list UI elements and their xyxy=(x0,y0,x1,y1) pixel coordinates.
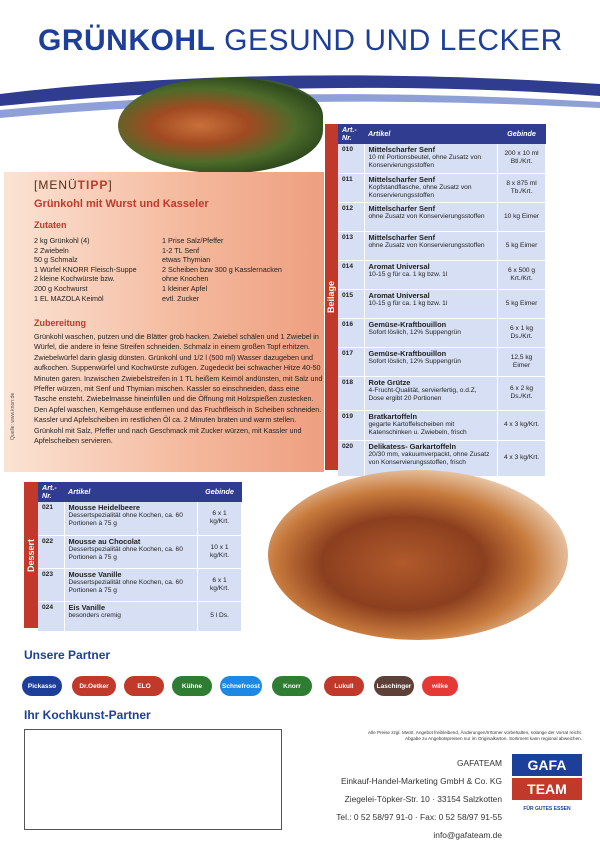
product-name: Aromat Universal xyxy=(368,261,430,271)
product-name: Gemüse-Kraftbouillon xyxy=(368,319,447,329)
product-name: Mousse Heidelbeere xyxy=(68,503,140,512)
title-bold: GRÜNKOHL xyxy=(38,24,216,57)
gebinde: 6 x 500 g Krt./Krt. xyxy=(498,260,546,289)
beilage-table xyxy=(338,124,546,477)
tag-prefix: [MENÜ xyxy=(34,178,78,192)
dessert-label: Dessert xyxy=(24,482,38,628)
tag-bold: TIPP xyxy=(77,178,109,192)
product-desc: Kopfstandflasche, ohne Zusatz von Konservierungsstoffen xyxy=(368,183,472,199)
product-name: Delikatess- Garkartoffeln xyxy=(368,441,456,451)
title-rest: GESUND UND LECKER xyxy=(224,24,563,57)
partner-logo: ELO xyxy=(124,676,164,696)
art-nr: 023 xyxy=(38,568,64,601)
logo-top: GAFA xyxy=(512,754,582,776)
artikel-cell xyxy=(364,318,498,347)
ingredient: 2 Scheiben bzw 300 g Kasslernacken xyxy=(162,264,282,274)
company-phone: Tel.: 0 52 58/97 91-0 · Fax: 0 52 58/97 91-55 xyxy=(336,812,502,822)
table-row xyxy=(338,260,546,289)
product-desc: Dessertspezialität ohne Kochen, ca. 60 Portionen à 75 g xyxy=(68,545,183,561)
partner-logo: Kühne xyxy=(172,676,212,696)
artikel-cell xyxy=(364,376,498,410)
artikel-cell xyxy=(64,601,198,631)
table-row xyxy=(338,410,546,440)
gebinde: 6 x 1 kg/Krt. xyxy=(198,502,242,535)
artikel-cell xyxy=(364,347,498,376)
product-name: Gemüse-Kraftbouillon xyxy=(368,348,447,358)
artikel-cell xyxy=(364,260,498,289)
product-name: Mousse au Chocolat xyxy=(68,536,141,546)
product-name: Eis Vanille xyxy=(68,602,106,612)
page-title xyxy=(38,24,563,58)
ingredient: evtl. Zucker xyxy=(162,293,200,303)
dessert-table xyxy=(38,482,242,632)
art-nr: 024 xyxy=(38,601,64,631)
artikel-cell xyxy=(64,568,198,601)
col-header: Gebinde xyxy=(198,482,242,502)
product-desc: 10 ml Portionsbeutel, ohne Zusatz von Konservierungsstoffen xyxy=(368,154,482,169)
dessert-photo xyxy=(268,470,568,640)
ingredient: 200 g Kochwurst xyxy=(34,283,88,293)
gebinde: 5 kg Eimer xyxy=(498,231,546,260)
product-desc: besonders cremig xyxy=(68,611,121,619)
product-name: Mousse Vanille xyxy=(68,569,122,579)
tag-suffix: ] xyxy=(108,178,113,192)
source-note: Quelle: www.knorr.de xyxy=(10,392,16,440)
company-address xyxy=(306,754,502,844)
art-nr: 013 xyxy=(338,231,364,260)
col-header: Gebinde xyxy=(498,124,546,144)
art-nr: 022 xyxy=(38,535,64,568)
gebinde: 6 x 2 kg Ds./Krt. xyxy=(498,376,546,410)
product-name: Mittelscharfer Senf xyxy=(368,174,436,184)
art-nr: 018 xyxy=(338,376,364,410)
ingredients-left xyxy=(34,236,137,303)
ingredient: ohne Knochen xyxy=(162,274,209,284)
table-row xyxy=(338,231,546,260)
gafateam-slogan: FÜR GUTES ESSEN xyxy=(523,806,571,812)
product-name: Mittelscharfer Senf xyxy=(368,232,436,242)
product-name: Mittelscharfer Senf xyxy=(368,203,436,213)
gebinde: 8 x 875 ml Tb./Krt. xyxy=(498,173,546,202)
table-row xyxy=(338,144,546,173)
table-header-row xyxy=(338,124,546,144)
gebinde: 4 x 3 kg/Krt. xyxy=(498,440,546,476)
zubereitung-text: Grünkohl waschen, putzen und die Blätter grob hacken. Zwiebel schälen und 1 Zwiebel in Würfel, die andere in feine Streifen schneiden. Schmalz in einem großen Topf erhitzen. Zwiebelwürfel darin glasig dünsten. Grünkohl und 1/2 l (500 ml) Wasser dazugeben und aufkochen. Suppenwürfel und Kochwürste zufügen. Zugedeckt bei schwacher Hitze 40-50 Minuten garen. Inzwischen Zwiebelstreifen in 1 TL heißem Keimöl andünsten, mit Salz und Pfeffer würzen, mit Senf und Thymian mischen. Kassler so einschneiden, dass eine Tasche ensteht. Zwiebelmasse hineinfüllen und die Öffnung mit Holzspießen zustecken. Den Apfel waschen, Kerngehäuse entfernen und das Fruchtfleisch in Scheiben schneiden. Kassler und Apfelscheiben im restlichen Öl ca. 2 Minuten braten und warm stellen. Grünkohl mit Salz, Pfeffer und nach Geschmack mit Zucker würzen, mit Kassler und Apfelscheiben servieren. xyxy=(34,332,323,446)
gruenkohl-photo xyxy=(118,78,323,173)
ingredient: 1 Prise Salz/Pfeffer xyxy=(162,236,224,245)
ingredient: 2 Zwiebeln xyxy=(34,245,69,255)
art-nr: 020 xyxy=(338,440,364,476)
beilage-label: Beilage xyxy=(325,124,338,470)
gebinde: 12,5 kg Eimer xyxy=(498,347,546,376)
partners-heading: Unsere Partner xyxy=(24,648,111,662)
artikel-cell xyxy=(364,410,498,440)
zubereitung-heading: Zubereitung xyxy=(34,318,86,328)
product-desc: Dessertspezialität ohne Kochen, ca. 60 Portionen à 75 g xyxy=(68,512,183,527)
gebinde: 4 x 3 kg/Krt. xyxy=(498,410,546,440)
product-desc: 20/30 mm, vakuumverpackt, ohne Zusatz von Konservierungsstoffen, frisch xyxy=(368,450,490,466)
gebinde: 10 kg Eimer xyxy=(498,202,546,231)
ingredient: 1-2 TL Senf xyxy=(162,245,200,255)
product-desc: Dessertspezialität ohne Kochen, ca. 60 Portionen à 75 g xyxy=(68,578,183,594)
art-nr: 012 xyxy=(338,202,364,231)
partner-logo: Pickasso xyxy=(22,676,62,696)
table-row xyxy=(38,502,242,535)
col-header: Art.-Nr. xyxy=(338,124,364,144)
kochkunst-heading: Ihr Kochkunst-Partner xyxy=(24,708,151,722)
partner-logo: Laschinger xyxy=(374,676,414,696)
ingredient: 1 EL MAZOLA Keimöl xyxy=(34,293,104,303)
product-desc: 10-15 g für ca. 1 kg bzw. 1l xyxy=(368,270,448,278)
gebinde: 6 x 1 kg/Krt. xyxy=(198,568,242,601)
art-nr: 019 xyxy=(338,410,364,440)
company-name: GAFATEAM xyxy=(457,758,502,768)
gebinde: 6 x 1 kg Ds./Krt. xyxy=(498,318,546,347)
artikel-cell xyxy=(64,502,198,535)
table-row xyxy=(338,289,546,318)
ingredient: etwas Thymian xyxy=(162,255,211,265)
legal-note: Alle Preise zzgl. MwSt. Angebot freibleibend, Änderungen/Irrtümer vorbehalten, solange der Vorrat reicht. Abgabe zu Angebotspreisen nur im Originalkarton. Sortiment kann regional abweichen. xyxy=(368,730,582,741)
table-header-row xyxy=(38,482,242,502)
product-desc: Sofort löslich, 12% Suppengrün xyxy=(368,357,461,365)
col-header: Artikel xyxy=(64,482,198,502)
artikel-cell xyxy=(364,289,498,318)
art-nr: 017 xyxy=(338,347,364,376)
art-nr: 021 xyxy=(38,502,64,535)
partner-logo: Knorr xyxy=(272,676,312,696)
artikel-cell xyxy=(364,144,498,173)
menu-tip-tag xyxy=(34,178,113,192)
product-name: Aromat Universal xyxy=(368,290,430,300)
company-full-name: Einkauf-Handel-Marketing GmbH & Co. KG xyxy=(340,776,502,786)
table-row xyxy=(38,535,242,568)
product-name: Rote Grütze xyxy=(368,377,411,387)
gebinde: 200 x 10 ml Btl./Krt. xyxy=(498,144,546,173)
partner-logos xyxy=(22,676,462,696)
zutaten-heading: Zutaten xyxy=(34,220,67,230)
art-nr: 010 xyxy=(338,144,364,173)
product-desc: gegarte Kartoffelscheiben mit Katenschinken u. Zwiebeln, frisch xyxy=(368,420,467,436)
partner-logo: Lukull xyxy=(324,676,364,696)
col-header: Artikel xyxy=(364,124,498,144)
artikel-cell xyxy=(364,202,498,231)
company-email[interactable]: info@gafateam.de xyxy=(433,830,502,840)
product-desc: Sofort löslich, 12% Suppengrün xyxy=(368,328,461,336)
product-desc: 10-15 g für ca. 1 kg bzw. 1l xyxy=(368,299,448,307)
partner-logo: Dr.Oetker xyxy=(72,676,116,696)
art-nr: 014 xyxy=(338,260,364,289)
gafateam-logo xyxy=(512,754,582,804)
table-row xyxy=(338,318,546,347)
table-row xyxy=(38,568,242,601)
col-header: Art.-Nr. xyxy=(38,482,64,502)
table-row xyxy=(38,601,242,631)
product-desc: ohne Zusatz von Konservierungsstoffen xyxy=(368,212,485,220)
ingredient: 2 kleine Kochwürste bzw. xyxy=(34,274,115,284)
art-nr: 015 xyxy=(338,289,364,318)
gebinde: 5 kg Eimer xyxy=(498,289,546,318)
partner-logo: Schnefroost xyxy=(220,676,262,696)
table-row xyxy=(338,202,546,231)
product-name: Mittelscharfer Senf xyxy=(368,145,436,154)
product-desc: ohne Zusatz von Konservierungsstoffen xyxy=(368,241,485,249)
table-row xyxy=(338,376,546,410)
ingredients-right xyxy=(162,236,282,303)
ingredient: 50 g Schmalz xyxy=(34,255,78,265)
product-name: Bratkartoffeln xyxy=(368,411,417,421)
art-nr: 011 xyxy=(338,173,364,202)
company-street: Ziegelei-Töpker-Str. 10 · 33154 Salzkotten xyxy=(344,794,502,804)
artikel-cell xyxy=(64,535,198,568)
table-row xyxy=(338,173,546,202)
artikel-cell xyxy=(364,231,498,260)
gebinde: 10 x 1 kg/Krt. xyxy=(198,535,242,568)
product-desc: 4-Frucht-Qualität, servierfertig, o.d.Z, Dose ergibt 20 Portionen xyxy=(368,386,477,402)
art-nr: 016 xyxy=(338,318,364,347)
recipe-title: Grünkohl mit Wurst und Kasseler xyxy=(34,198,209,210)
kochkunst-partner-box xyxy=(24,729,282,830)
ingredient: 2 kg Grünkohl (4) xyxy=(34,236,90,245)
artikel-cell xyxy=(364,173,498,202)
ingredient: 1 Würfel KNORR Fleisch-Suppe xyxy=(34,264,137,274)
gebinde: 5 l Ds. xyxy=(198,601,242,631)
logo-bottom: TEAM xyxy=(512,778,582,800)
ingredient: 1 kleiner Apfel xyxy=(162,283,208,293)
table-row xyxy=(338,347,546,376)
partner-logo: wilke xyxy=(422,676,458,696)
